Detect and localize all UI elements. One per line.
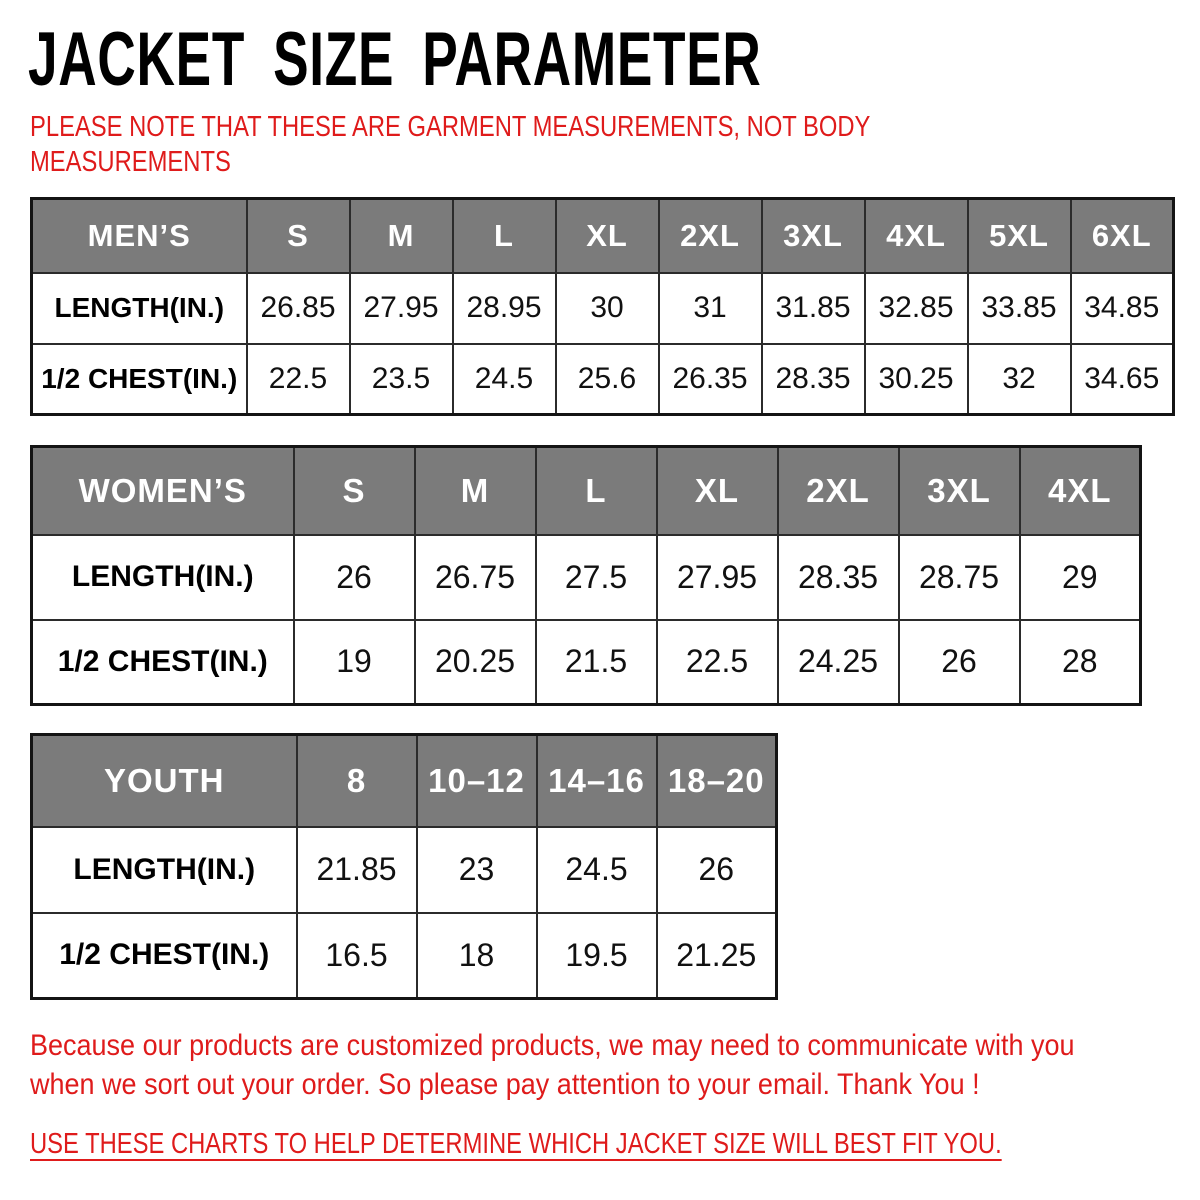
value-cell: 30.25: [865, 344, 968, 415]
value-cell: 24.5: [453, 344, 556, 415]
value-cell: 26.35: [659, 344, 762, 415]
value-cell: 28.35: [762, 344, 865, 415]
footer-cta: USE THESE CHARTS TO HELP DETERMINE WHICH JACKET SIZE WILL BEST FIT YOU.: [30, 1128, 1002, 1160]
womens-table-title-cell: WOMEN’S: [32, 447, 294, 535]
womens-size-table: [30, 445, 1142, 706]
size-header-cell: L: [453, 199, 556, 273]
value-cell: 16.5: [297, 913, 417, 999]
garment-note-line: MEASUREMENTS: [30, 146, 231, 178]
value-cell: 29: [1020, 535, 1141, 620]
size-header-cell: 2XL: [778, 447, 899, 535]
size-header-cell: 4XL: [865, 199, 968, 273]
page-title: JACKET SIZE PARAMETER: [28, 17, 762, 102]
value-cell: 26: [657, 827, 777, 913]
size-header-cell: XL: [657, 447, 778, 535]
size-header-cell: 8: [297, 735, 417, 827]
value-cell: 26.75: [415, 535, 536, 620]
row-label-cell: 1/2 CHEST(IN.): [32, 913, 297, 999]
value-cell: 33.85: [968, 273, 1071, 344]
value-cell: 23.5: [350, 344, 453, 415]
value-cell: 31.85: [762, 273, 865, 344]
row-label-cell: LENGTH(IN.): [32, 827, 297, 913]
table-header-row: [32, 735, 777, 827]
value-cell: 24.5: [537, 827, 657, 913]
value-cell: 23: [417, 827, 537, 913]
value-cell: 28.75: [899, 535, 1020, 620]
value-cell: 27.95: [657, 535, 778, 620]
value-cell: 21.25: [657, 913, 777, 999]
table-row: [32, 273, 1174, 344]
footer-note-line: when we sort out your order. So please pay attention to your email. Thank You !: [30, 1068, 980, 1101]
size-header-cell: 3XL: [762, 199, 865, 273]
size-header-cell: S: [247, 199, 350, 273]
value-cell: 21.5: [536, 620, 657, 705]
table-header-row: [32, 447, 1141, 535]
value-cell: 20.25: [415, 620, 536, 705]
row-label-cell: LENGTH(IN.): [32, 273, 247, 344]
garment-note: [30, 110, 870, 180]
value-cell: 22.5: [657, 620, 778, 705]
value-cell: 19.5: [537, 913, 657, 999]
youth-size-table: [30, 733, 778, 1000]
value-cell: 26.85: [247, 273, 350, 344]
size-header-cell: XL: [556, 199, 659, 273]
value-cell: 25.6: [556, 344, 659, 415]
value-cell: 24.25: [778, 620, 899, 705]
size-header-cell: 6XL: [1071, 199, 1174, 273]
value-cell: 26: [294, 535, 415, 620]
value-cell: 30: [556, 273, 659, 344]
youth-table-title-cell: YOUTH: [32, 735, 297, 827]
value-cell: 26: [899, 620, 1020, 705]
value-cell: 22.5: [247, 344, 350, 415]
value-cell: 34.85: [1071, 273, 1174, 344]
value-cell: 21.85: [297, 827, 417, 913]
size-header-cell: 10–12: [417, 735, 537, 827]
value-cell: 32.85: [865, 273, 968, 344]
value-cell: 28.95: [453, 273, 556, 344]
table-row: [32, 344, 1174, 415]
size-header-cell: 18–20: [657, 735, 777, 827]
table-row: [32, 620, 1141, 705]
size-header-cell: S: [294, 447, 415, 535]
size-header-cell: 14–16: [537, 735, 657, 827]
value-cell: 27.95: [350, 273, 453, 344]
garment-note-line: PLEASE NOTE THAT THESE ARE GARMENT MEASUREMENTS, NOT BODY: [30, 111, 871, 143]
row-label-cell: LENGTH(IN.): [32, 535, 294, 620]
table-row: [32, 827, 777, 913]
table-row: [32, 535, 1141, 620]
value-cell: 32: [968, 344, 1071, 415]
value-cell: 28: [1020, 620, 1141, 705]
value-cell: 34.65: [1071, 344, 1174, 415]
size-header-cell: M: [415, 447, 536, 535]
size-header-cell: 5XL: [968, 199, 1071, 273]
mens-table-title-cell: MEN’S: [32, 199, 247, 273]
value-cell: 31: [659, 273, 762, 344]
size-header-cell: 3XL: [899, 447, 1020, 535]
row-label-cell: 1/2 CHEST(IN.): [32, 344, 247, 415]
table-header-row: [32, 199, 1174, 273]
value-cell: 19: [294, 620, 415, 705]
mens-size-table: [30, 197, 1175, 416]
footer-note-line: Because our products are customized products, we may need to communicate with you: [30, 1029, 1075, 1062]
size-header-cell: 2XL: [659, 199, 762, 273]
table-row: [32, 913, 777, 999]
footer-note: [30, 1026, 1075, 1104]
size-header-cell: 4XL: [1020, 447, 1141, 535]
value-cell: 28.35: [778, 535, 899, 620]
value-cell: 18: [417, 913, 537, 999]
size-header-cell: L: [536, 447, 657, 535]
row-label-cell: 1/2 CHEST(IN.): [32, 620, 294, 705]
size-header-cell: M: [350, 199, 453, 273]
value-cell: 27.5: [536, 535, 657, 620]
